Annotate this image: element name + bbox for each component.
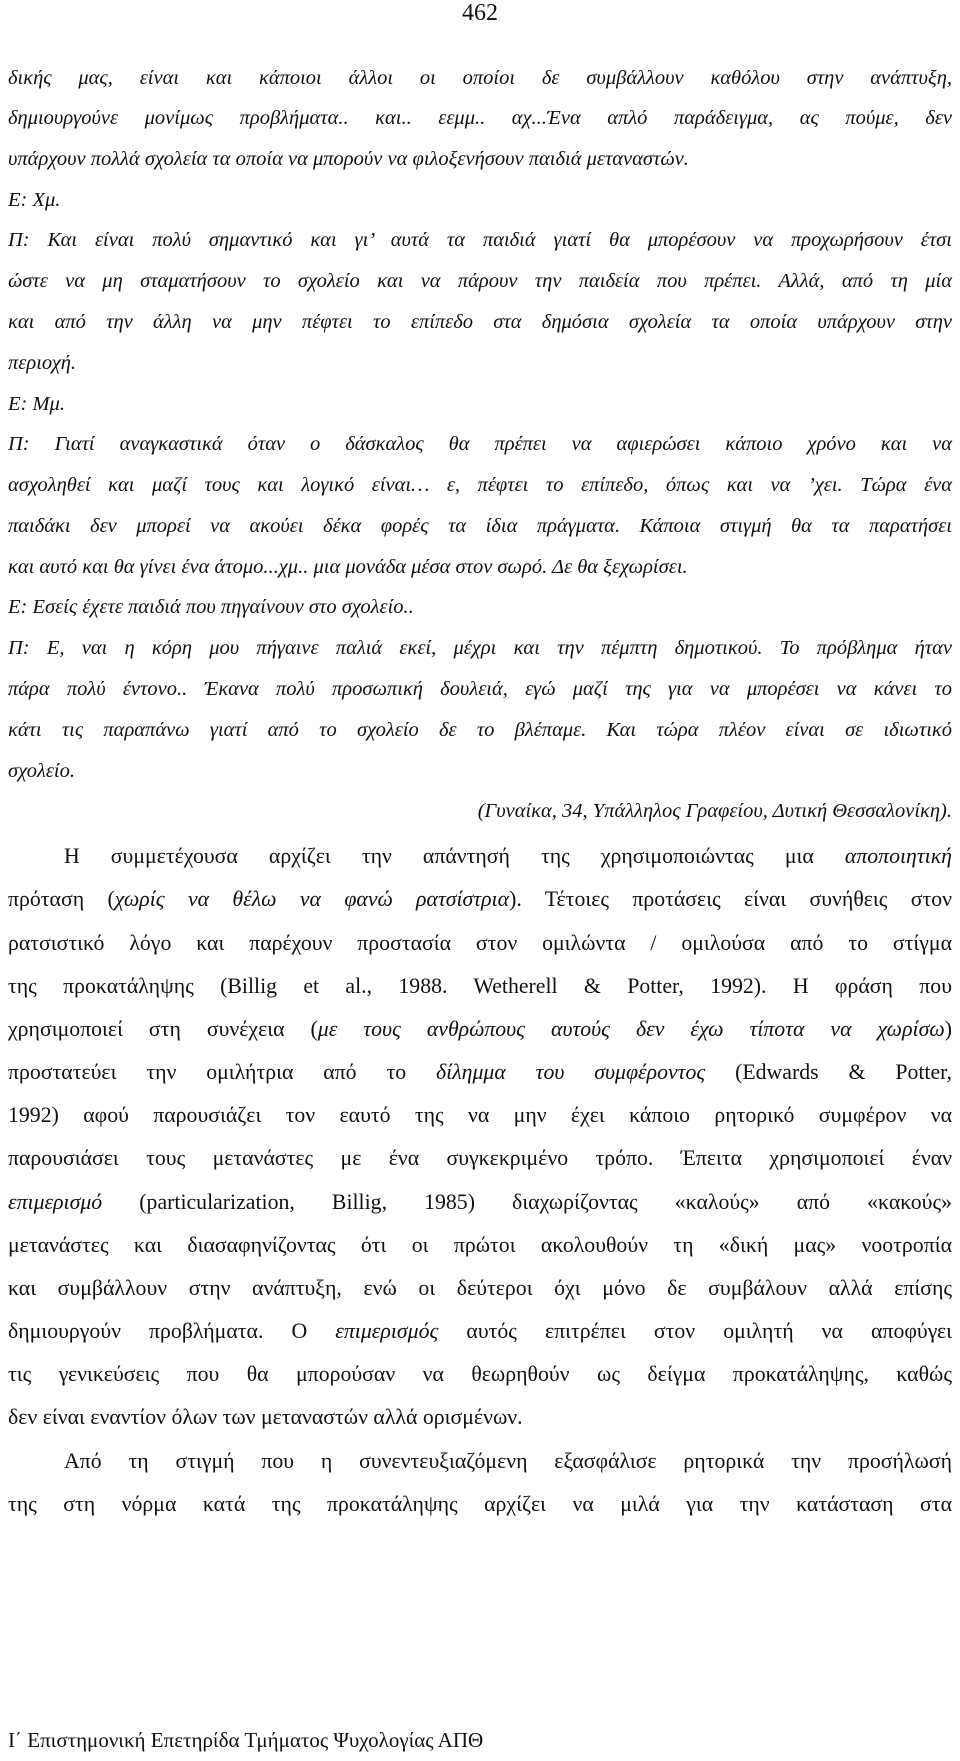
emphasis: δίλημμα του συμφέροντος	[436, 1060, 706, 1084]
paragraph-line: της προκατάληψης (Billig et al., 1988. Wetherell & Potter, 1992). Η φράση που	[8, 974, 952, 998]
paragraph-line	[8, 1316, 952, 1346]
text: (Edwards & Potter,	[705, 1060, 952, 1084]
emphasis: με τους ανθρώπους αυτούς δεν έχω τίποτα να χωρίσω	[317, 1017, 945, 1041]
paragraph-line: παρουσιάσει τους μετανάστες με ένα συγκεκριμένο τρόπο. Έπειτα χρησιμοποιεί έναν	[8, 1146, 952, 1170]
paragraph-line: και συμβάλλουν στην ανάπτυξη, ενώ οι δεύτεροι όχι μόνο δε συμβάλουν αλλά επίσης	[8, 1276, 952, 1300]
emphasis: επιμερισμός	[335, 1319, 439, 1343]
transcript-attribution: (Γυναίκα, 34, Υπάλληλος Γραφείου, Δυτική Θεσσαλονίκη).	[477, 800, 952, 822]
text: δημιουργούν προβλήματα. Ο	[8, 1319, 336, 1343]
transcript-line: κάτι τις παραπάνω γιατί από το σχολείο δε το βλέπαμε. Και τώρα πλέον είναι σε ιδιωτικό	[8, 719, 952, 741]
paragraph-line: της στη νόρμα κατά της προκατάληψης αρχίζει να μιλά για την κατάσταση στα	[8, 1492, 952, 1516]
paragraph-line: ρατσιστικό λόγο και παρέχουν προστασία στον ομιλώντα / ομιλούσα από το στίγμα	[8, 931, 952, 955]
transcript-line: ασχοληθεί και μαζί τους και λογικό είναι… ε, πέφτει το επίπεδο, όπως και να ’χει. Τώρα ένα	[8, 474, 952, 496]
paragraph-line: μετανάστες και διασαφηνίζοντας ότι οι πρώτοι ακολουθούν τη «δική μας» νοοτροπία	[8, 1233, 952, 1257]
text: ). Τέτοιες προτάσεις είναι συνήθεις στον	[509, 887, 953, 911]
transcript-line: και από την άλλη να μην πέφτει το επίπεδο στα δημόσια σχολεία τα οποία υπάρχουν στην	[8, 311, 952, 333]
paragraph-line	[8, 1057, 952, 1087]
paragraph-line: τις γενικεύσεις που θα μπορούσαν να θεωρηθούν ως δείγμα προκατάληψης, καθώς	[8, 1362, 952, 1386]
transcript-line: σχολείο.	[8, 760, 75, 782]
transcript-line: ώστε να μη σταματήσουν το σχολείο και να πάρουν την παιδεία που πρέπει. Αλλά, από τη μία	[8, 270, 952, 292]
paragraph-line: Από τη στιγμή που η συνεντευξιαζόμενη εξασφάλισε ρητορικά την προσήλωσή	[64, 1449, 952, 1473]
text: )	[944, 1017, 952, 1041]
page-footer: Ι΄ Επιστημονική Επετηρίδα Τμήματος Ψυχολογίας ΑΠΘ	[8, 1728, 484, 1752]
text: πρόταση (	[8, 887, 115, 911]
transcript-line: Ε: Χμ.	[8, 189, 61, 211]
transcript-line: και αυτό και θα γίνει ένα άτομο...χμ.. μια μονάδα μέσα στον σωρό. Δε θα ξεχωρίσει.	[8, 556, 688, 578]
transcript-line: υπάρχουν πολλά σχολεία τα οποία να μπορούν να φιλοξενήσουν παιδιά μεταναστών.	[8, 148, 689, 170]
transcript-line: Π: Ε, ναι η κόρη μου πήγαινε παλιά εκεί, μέχρι και την πέμπτη δημοτικού. Το πρόβλημα ήταν	[8, 637, 952, 659]
text: προστατεύει την ομιλήτρια από το	[8, 1060, 437, 1084]
transcript-line: δημιουργούνε μονίμως προβλήματα.. και.. εεμμ.. αχ...Ένα απλό παράδειγμα, ας πούμε, δεν	[8, 107, 952, 129]
transcript-line: Π: Και είναι πολύ σημαντικό και γι’ αυτά τα παιδιά γιατί θα μπορέσουν να προχωρήσουν έτσι	[8, 229, 952, 251]
paragraph-line	[8, 1187, 952, 1217]
page-number: 462	[462, 0, 498, 26]
paragraph-line: δεν είναι εναντίον όλων των μεταναστών αλλά ορισμένων.	[8, 1405, 523, 1429]
transcript-line: πάρα πολύ έντονο.. Έκανα πολύ προσωπική δουλειά, εγώ μαζί της για να μπορέσει να κάνει το	[8, 678, 952, 700]
paragraph-line	[64, 841, 952, 871]
transcript-line: περιοχή.	[8, 352, 77, 374]
transcript-line: Ε: Εσείς έχετε παιδιά που πηγαίνουν στο σχολείο..	[8, 596, 414, 618]
emphasis: χωρίς να θέλω να φανώ ρατσίστρια	[114, 887, 510, 911]
text: (particularization, Billig, 1985) διαχωρίζοντας «καλούς» από «κακούς»	[102, 1190, 952, 1214]
text: χρησιμοποιεί στη συνέχεια (	[8, 1017, 318, 1041]
emphasis: επιμερισμό	[8, 1190, 103, 1214]
transcript-line: δικής μας, είναι και κάποιοι άλλοι οι οποίοι δε συμβάλλουν καθόλου στην ανάπτυξη,	[8, 67, 952, 89]
transcript-line: παιδάκι δεν μπορεί να ακούει δέκα φορές τα ίδια πράγματα. Κάποια στιγμή θα τα παρατήσει	[8, 515, 952, 537]
paragraph-line	[8, 1014, 952, 1044]
emphasis: αποποιητική	[844, 844, 952, 868]
transcript-line: Ε: Μμ.	[8, 393, 65, 415]
text: αυτός επιτρέπει στον ομιλητή να αποφύγει	[438, 1319, 952, 1343]
transcript-line: Π: Γιατί αναγκαστικά όταν ο δάσκαλος θα πρέπει να αφιερώσει κάποιο χρόνο και να	[8, 433, 952, 455]
paragraph-line	[8, 884, 952, 914]
text: Η συμμετέχουσα αρχίζει την απάντησή της χρησιμοποιώντας μια	[64, 844, 845, 868]
paragraph-line: 1992) αφού παρουσιάζει τον εαυτό της να μην έχει κάποιο ρητορικό συμφέρον να	[8, 1103, 952, 1127]
